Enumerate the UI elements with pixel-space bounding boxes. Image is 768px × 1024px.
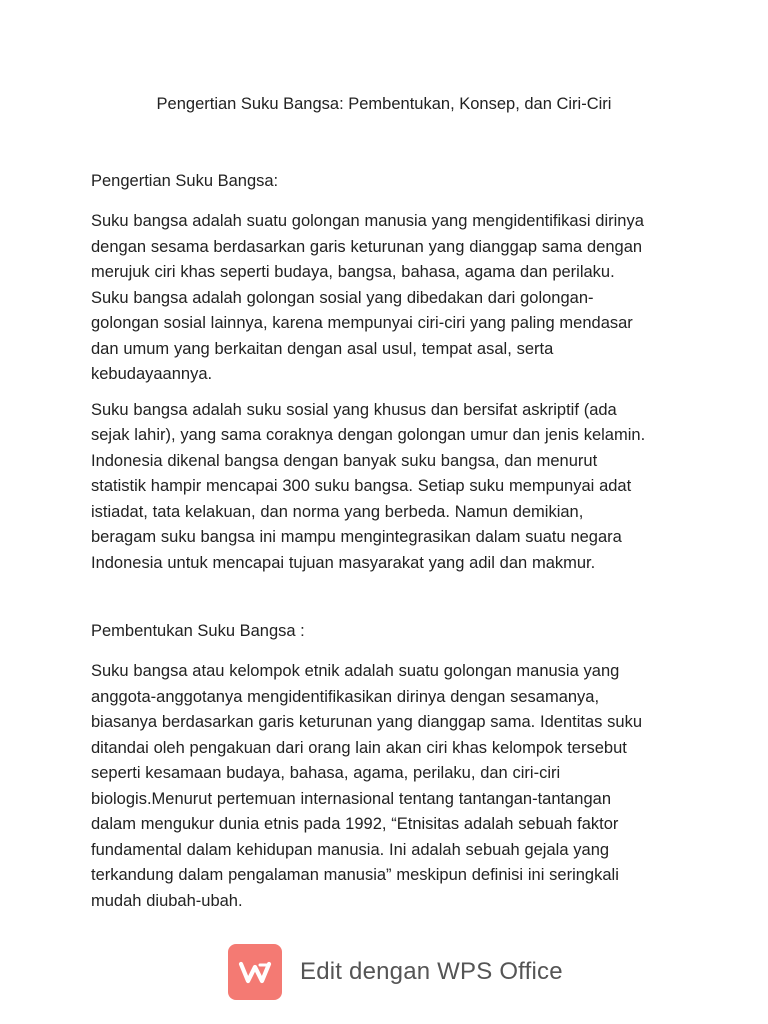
paragraph-line: beragam suku bangsa ini mampu mengintegrasikan dalam suatu negara (91, 528, 622, 546)
paragraph-ascriptive (91, 398, 691, 577)
wps-banner-label[interactable]: Edit dengan WPS Office (300, 958, 563, 985)
paragraph-line: biasanya berdasarkan garis keturunan yang dianggap sama. Identitas suku (91, 713, 643, 731)
paragraph-line: dan umum yang berkaitan dengan asal usul, tempat asal, serta (91, 339, 554, 358)
paragraph-line: Indonesia untuk mencapai tujuan masyarakat yang adil dan makmur. (91, 553, 596, 572)
paragraph-line: fundamental dalam kehidupan manusia. Ini adalah sebuah gejala yang (91, 840, 610, 859)
paragraph-formation (91, 659, 691, 914)
paragraph-definition (91, 209, 691, 388)
paragraph-line: anggota-anggotanya mengidentifikasikan dirinya dengan sesamanya, (91, 687, 600, 706)
paragraph-line: dalam mengukur dunia etnis pada 1992, “Etnisitas adalah sebuah faktor (91, 815, 619, 833)
paragraph-line: merujuk ciri khas seperti budaya, bangsa, bahasa, agama dan perilaku. (91, 263, 615, 281)
section-heading-pembentukan: Pembentukan Suku Bangsa : (91, 622, 305, 640)
wps-edit-banner[interactable] (228, 944, 563, 1000)
paragraph-line: seperti kesamaan budaya, bahasa, agama, perilaku, dan ciri-ciri (91, 764, 561, 782)
paragraph-line: istiadat, tata kelakuan, dan norma yang berbeda. Namun demikian, (91, 502, 584, 521)
paragraph-line: dengan sesama berdasarkan garis keturunan yang dianggap sama dengan (91, 237, 643, 256)
wps-logo-icon[interactable] (228, 944, 282, 1000)
document-title: Pengertian Suku Bangsa: Pembentukan, Konsep, dan Ciri-Ciri (156, 95, 612, 113)
paragraph-line: ditandai oleh pengakuan dari orang lain akan ciri khas kelompok tersebut (91, 738, 627, 757)
paragraph-line: Suku bangsa adalah suku sosial yang khusus dan bersifat askriptif (ada (91, 400, 617, 419)
paragraph-line: Suku bangsa adalah suatu golongan manusia yang mengidentifikasi dirinya (91, 212, 644, 230)
paragraph-line: golongan sosial lainnya, karena mempunyai ciri-ciri yang paling mendasar (91, 314, 633, 332)
section-heading-pengertian: Pengertian Suku Bangsa: (91, 172, 279, 190)
paragraph-line: Suku bangsa adalah golongan sosial yang dibedakan dari golongan- (91, 288, 594, 307)
paragraph-line: Suku bangsa atau kelompok etnik adalah suatu golongan manusia yang (91, 662, 620, 680)
paragraph-line: biologis.Menurut pertemuan internasional tentang tantangan-tantangan (91, 789, 612, 808)
paragraph-line: terkandung dalam pengalaman manusia” meskipun definisi ini seringkali (91, 866, 619, 884)
paragraph-line: sejak lahir), yang sama coraknya dengan golongan umur dan jenis kelamin. (91, 426, 646, 444)
paragraph-line: Indonesia dikenal bangsa dengan banyak suku bangsa, dan menurut (91, 451, 598, 470)
document-body (91, 170, 691, 924)
paragraph-line: mudah diubah-ubah. (91, 891, 243, 910)
paragraph-line: statistik hampir mencapai 300 suku bangsa. Setiap suku mempunyai adat (91, 477, 632, 495)
paragraph-line: kebudayaannya. (91, 365, 213, 383)
wps-w-glyph-icon (235, 952, 275, 992)
